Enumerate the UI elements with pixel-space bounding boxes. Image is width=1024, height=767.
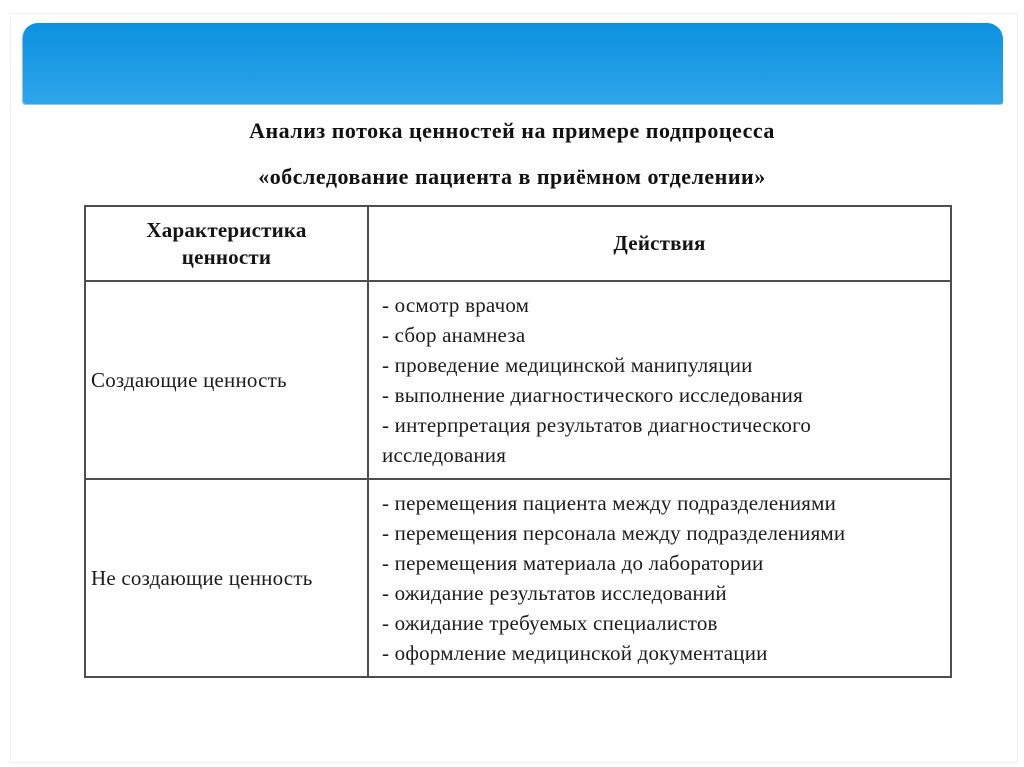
table-row-value-creating — [85, 281, 951, 479]
action-item: - ожидание результатов исследований — [382, 581, 727, 605]
actions-cell-non-value-creating — [368, 479, 951, 677]
slide-title-line1: Анализ потока ценностей на примере подпроцесса — [249, 118, 775, 143]
action-item: - осмотр врачом — [382, 293, 530, 317]
action-item: - выполнение диагностического исследования — [382, 383, 803, 407]
table-header-row — [85, 206, 951, 281]
action-item: - перемещения персонала между подразделениями — [382, 521, 846, 545]
slide-title-line2: «обследование пациента в приёмном отделении» — [258, 164, 766, 189]
col-header-actions: Действия — [368, 206, 951, 281]
action-item: - проведение медицинской манипуляции — [382, 353, 753, 377]
action-item: - перемещения пациента между подразделениями — [382, 491, 837, 515]
slide-title — [0, 108, 1024, 200]
row-label-non-value-creating: Не создающие ценность — [85, 479, 368, 677]
action-item: - перемещения материала до лаборатории — [382, 551, 764, 575]
value-stream-table — [84, 205, 952, 678]
header-accent-bar — [22, 23, 1003, 105]
table-row-non-value-creating — [85, 479, 951, 677]
row-label-value-creating: Создающие ценность — [85, 281, 368, 479]
action-item: - оформление медицинской документации — [382, 641, 768, 665]
action-item: - интерпретация результатов диагностического исследования — [382, 413, 812, 467]
col-header-characteristic: Характеристика ценности — [85, 206, 368, 281]
actions-cell-value-creating — [368, 281, 951, 479]
action-item: - сбор анамнеза — [382, 323, 526, 347]
action-item: - ожидание требуемых специалистов — [382, 611, 718, 635]
